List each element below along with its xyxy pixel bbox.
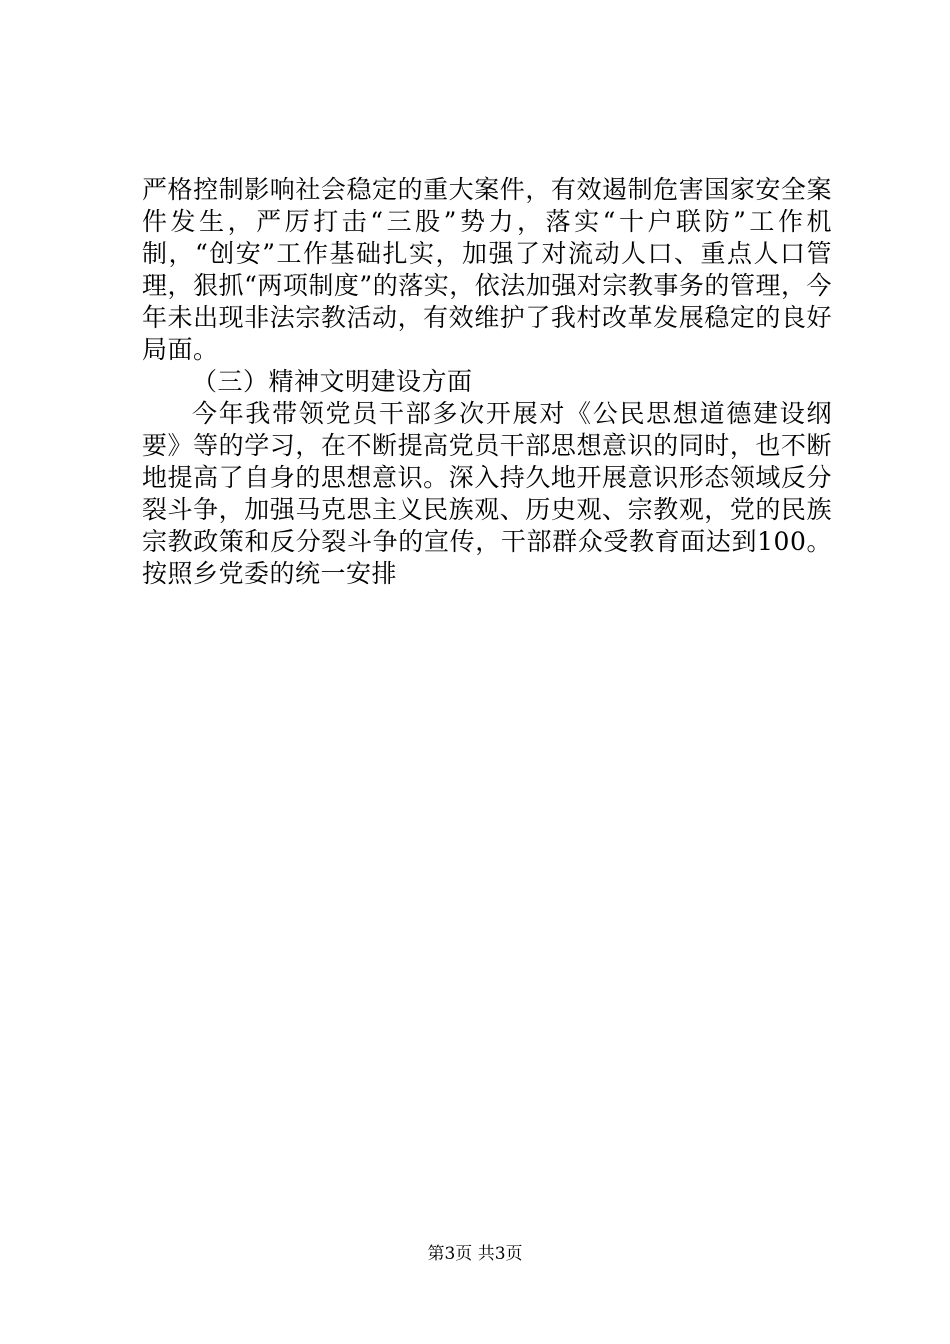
section-heading-spiritual-civilization: （三）精神文明建设方面: [192, 367, 473, 396]
page-footer: 第3页 共3页: [427, 1244, 523, 1264]
paragraph-stability: 严格控制影响社会稳定的重大案件，有效遏制危害国家安全案件发生，严厉打击“三股”势力，落实“十户联防”工作机制，“创安”工作基础扎实，加强了对流动人口、重点人口管理，狠抓“两项制度”的落实，依法加强对宗教事务的管理，今年未出现非法宗教活动，有效维护了我村改革发展稳定的良好局面。: [142, 175, 833, 364]
document-body: [142, 174, 832, 590]
paragraph-spiritual-civilization: 今年我带领党员干部多次开展对《公民思想道德建设纲要》等的学习，在不断提高党员干部思想意识的同时，也不断地提高了自身的思想意识。深入持久地开展意识形态领域反分裂斗争，加强马克思主义民族观、历史观、宗教观，党的民族宗教政策和反分裂斗争的宣传，干部群众受教育面达到100。按照乡党委的统一安排: [142, 399, 832, 588]
